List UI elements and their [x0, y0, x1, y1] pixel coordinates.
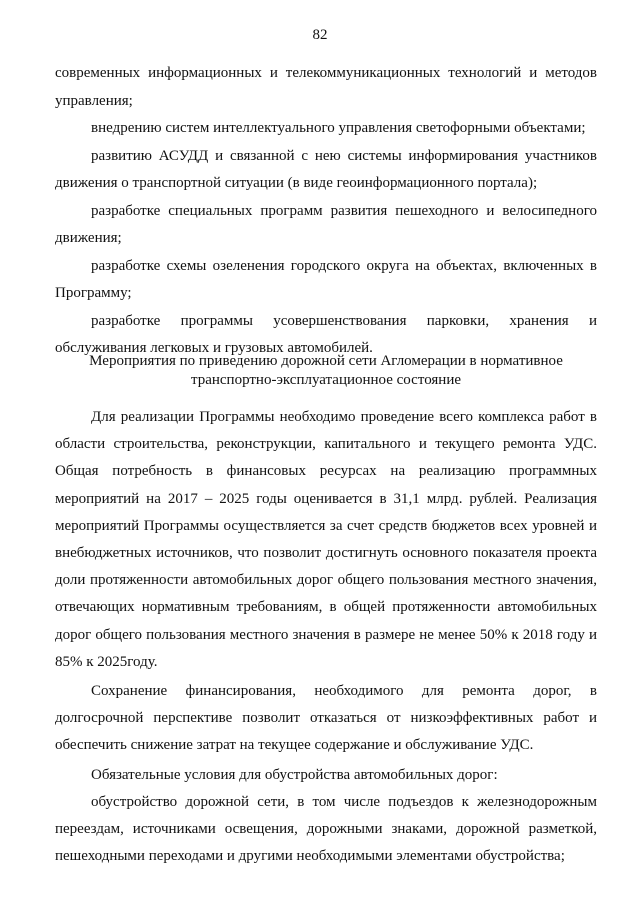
- text-block-bottom: [55, 404, 597, 870]
- section-heading-line-1: Мероприятия по приведению дорожной сети Агломерации в нормативное: [89, 353, 563, 369]
- paragraph: Для реализации Программы необходимо проведение всего комплекса работ в области строительства, реконструкции, капитального и текущего ремонта УДС. Общая потребность в финансовых ресурсах на реализацию программных мероприятий на 2017 – 2025 годы оценивается в 31,1 млрд. рублей. Реализация мероприятий Программы осуществляется за счет средств бюджетов всех уровней и внебюджетных источников, что позволит достигнуть основного показателя проекта доли протяженности автомобильных дорог общего пользования местного значения, отвечающих нормативным требованиям, в общей протяженности автомобильных дорог общего пользования местного значения в размере не менее 50% к 2018 году и 85% к 2025году.: [55, 409, 597, 670]
- paragraph: Обязательные условия для обустройства автомобильных дорог:: [91, 766, 498, 783]
- page-number: 82: [312, 27, 328, 43]
- text-block-top: [55, 60, 597, 363]
- paragraph: развитию АСУДД и связанной с нею системы информирования участников движения о транспортной ситуации (в виде геоинформационного портала);: [55, 147, 597, 191]
- section-heading-line-2: транспортно-эксплуатационное состояние: [190, 372, 462, 388]
- paragraph: внедрению систем интеллектуального управления светофорными объектами;: [91, 120, 586, 136]
- paragraph: разработке специальных программ развития пешеходного и велосипедного движения;: [55, 202, 597, 246]
- section-heading: [55, 352, 597, 390]
- paragraph: обустройство дорожной сети, в том числе подъездов к железнодорожным переездам, источниками освещения, дорожными знаками, дорожной разметкой, пешеходными переходами и другими необходимыми элементами обустройства;: [55, 793, 597, 865]
- paragraph: разработке программы усовершенствования парковки, хранения и обслуживания легковых и грузовых автомобилей.: [55, 312, 597, 356]
- paragraph: разработке схемы озеленения городского округа на объектах, включенных в Программу;: [55, 257, 597, 301]
- paragraph: современных информационных и телекоммуникационных технологий и методов управления;: [55, 65, 597, 109]
- paragraph: Сохранение финансирования, необходимого для ремонта дорог, в долгосрочной перспективе позволит отказаться от низкоэффективных работ и обеспечить снижение затрат на текущее содержание и обслуживание УДС.: [55, 683, 597, 754]
